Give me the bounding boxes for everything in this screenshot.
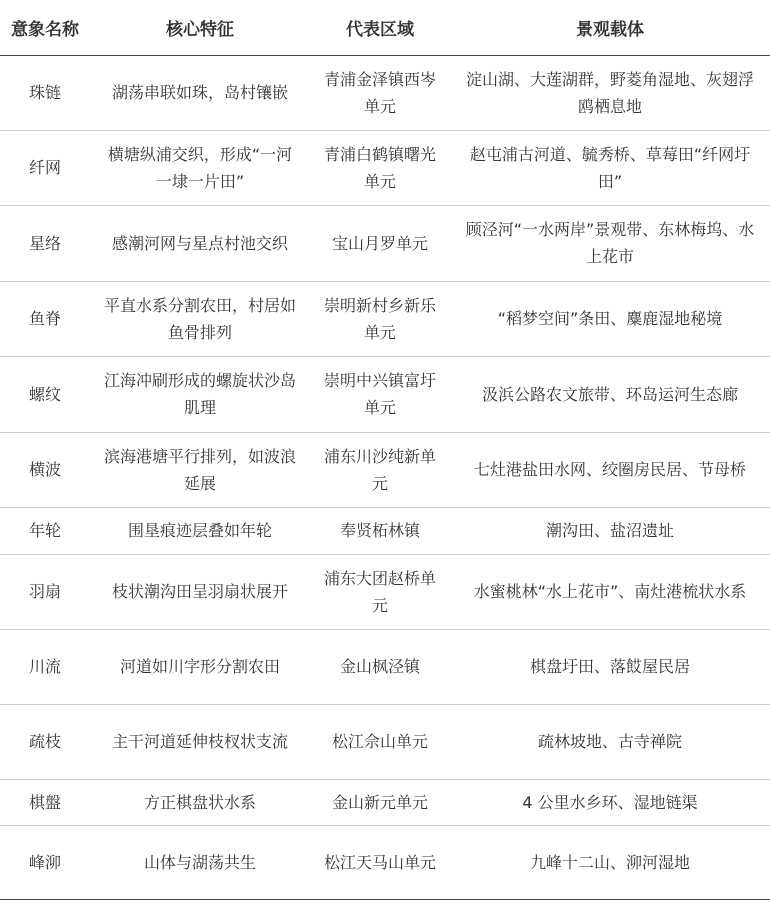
cell-region: 宝山月罗单元 xyxy=(310,205,450,281)
header-region: 代表区域 xyxy=(310,0,450,55)
cell-carrier: 淀山湖、大莲湖群，野菱角湿地、灰翅浮鸥栖息地 xyxy=(450,55,770,130)
cell-region: 崇明中兴镇富圩单元 xyxy=(310,356,450,432)
cell-region: 松江佘山单元 xyxy=(310,704,450,779)
cell-feature: 湖荡串联如珠，岛村镶嵌 xyxy=(90,55,310,130)
cell-carrier: 水蜜桃林“水上花市”、南灶港梳状水系 xyxy=(450,554,770,629)
table-row xyxy=(0,130,770,205)
cell-name: 疏枝 xyxy=(0,704,90,779)
table-row xyxy=(0,825,770,899)
cell-feature: 感潮河网与星点村池交织 xyxy=(90,205,310,281)
table-row xyxy=(0,432,770,507)
cell-carrier: 顾泾河“一水两岸”景观带、东林梅坞、水上花市 xyxy=(450,205,770,281)
cell-name: 羽扇 xyxy=(0,554,90,629)
cell-region: 金山枫泾镇 xyxy=(310,629,450,704)
header-feature: 核心特征 xyxy=(90,0,310,55)
cell-region: 青浦金泽镇西岑单元 xyxy=(310,55,450,130)
cell-region: 金山新元单元 xyxy=(310,779,450,825)
cell-feature: 山体与湖荡共生 xyxy=(90,825,310,899)
cell-feature: 河道如川字形分割农田 xyxy=(90,629,310,704)
table-row xyxy=(0,356,770,432)
cell-carrier: 潮沟田、盐沼遗址 xyxy=(450,507,770,554)
cell-carrier: 七灶港盐田水网、绞圈房民居、节母桥 xyxy=(450,432,770,507)
table-row xyxy=(0,704,770,779)
table-body xyxy=(0,55,770,899)
table-row xyxy=(0,281,770,356)
cell-feature: 平直水系分割农田，村居如鱼骨排列 xyxy=(90,281,310,356)
cell-name: 横波 xyxy=(0,432,90,507)
table-row xyxy=(0,55,770,130)
cell-name: 棋盤 xyxy=(0,779,90,825)
cell-carrier: 九峰十二山、泖河湿地 xyxy=(450,825,770,899)
cell-feature: 滨海港塘平行排列，如波浪延展 xyxy=(90,432,310,507)
cell-carrier: “稻梦空间”条田、麋鹿湿地秘境 xyxy=(450,281,770,356)
cell-carrier: 4 公里水乡环、湿地链渠 xyxy=(450,779,770,825)
cell-feature: 枝状潮沟田呈羽扇状展开 xyxy=(90,554,310,629)
table-row xyxy=(0,205,770,281)
table-row xyxy=(0,629,770,704)
cell-carrier: 汲浜公路农文旅带、环岛运河生态廊 xyxy=(450,356,770,432)
cell-feature: 江海冲刷形成的螺旋状沙岛肌理 xyxy=(90,356,310,432)
table-row xyxy=(0,554,770,629)
header-carrier: 景观载体 xyxy=(450,0,770,55)
cell-region: 松江天马山单元 xyxy=(310,825,450,899)
cell-name: 星络 xyxy=(0,205,90,281)
header-name: 意象名称 xyxy=(0,0,90,55)
cell-region: 崇明新村乡新乐单元 xyxy=(310,281,450,356)
cell-region: 青浦白鹤镇曙光单元 xyxy=(310,130,450,205)
cell-feature: 围垦痕迹层叠如年轮 xyxy=(90,507,310,554)
cell-name: 螺纹 xyxy=(0,356,90,432)
cell-feature: 主干河道延伸枝杈状支流 xyxy=(90,704,310,779)
cell-feature: 横塘纵浦交织，形成“一河一埭一片田” xyxy=(90,130,310,205)
cell-name: 纤网 xyxy=(0,130,90,205)
table-header xyxy=(0,0,770,55)
table-row xyxy=(0,507,770,554)
cell-region: 浦东川沙纯新单元 xyxy=(310,432,450,507)
cell-region: 浦东大团赵桥单元 xyxy=(310,554,450,629)
cell-name: 峰泖 xyxy=(0,825,90,899)
cell-feature: 方正棋盘状水系 xyxy=(90,779,310,825)
cell-region: 奉贤柘林镇 xyxy=(310,507,450,554)
cell-carrier: 疏林坡地、古寺禅院 xyxy=(450,704,770,779)
cell-name: 川流 xyxy=(0,629,90,704)
cell-carrier: 赵屯浦古河道、毓秀桥、草莓田“纤网圩田” xyxy=(450,130,770,205)
cell-name: 鱼脊 xyxy=(0,281,90,356)
table-row xyxy=(0,779,770,825)
cell-name: 珠链 xyxy=(0,55,90,130)
header-row xyxy=(0,0,770,55)
cell-carrier: 棋盘圩田、落餀屋民居 xyxy=(450,629,770,704)
cell-name: 年轮 xyxy=(0,507,90,554)
